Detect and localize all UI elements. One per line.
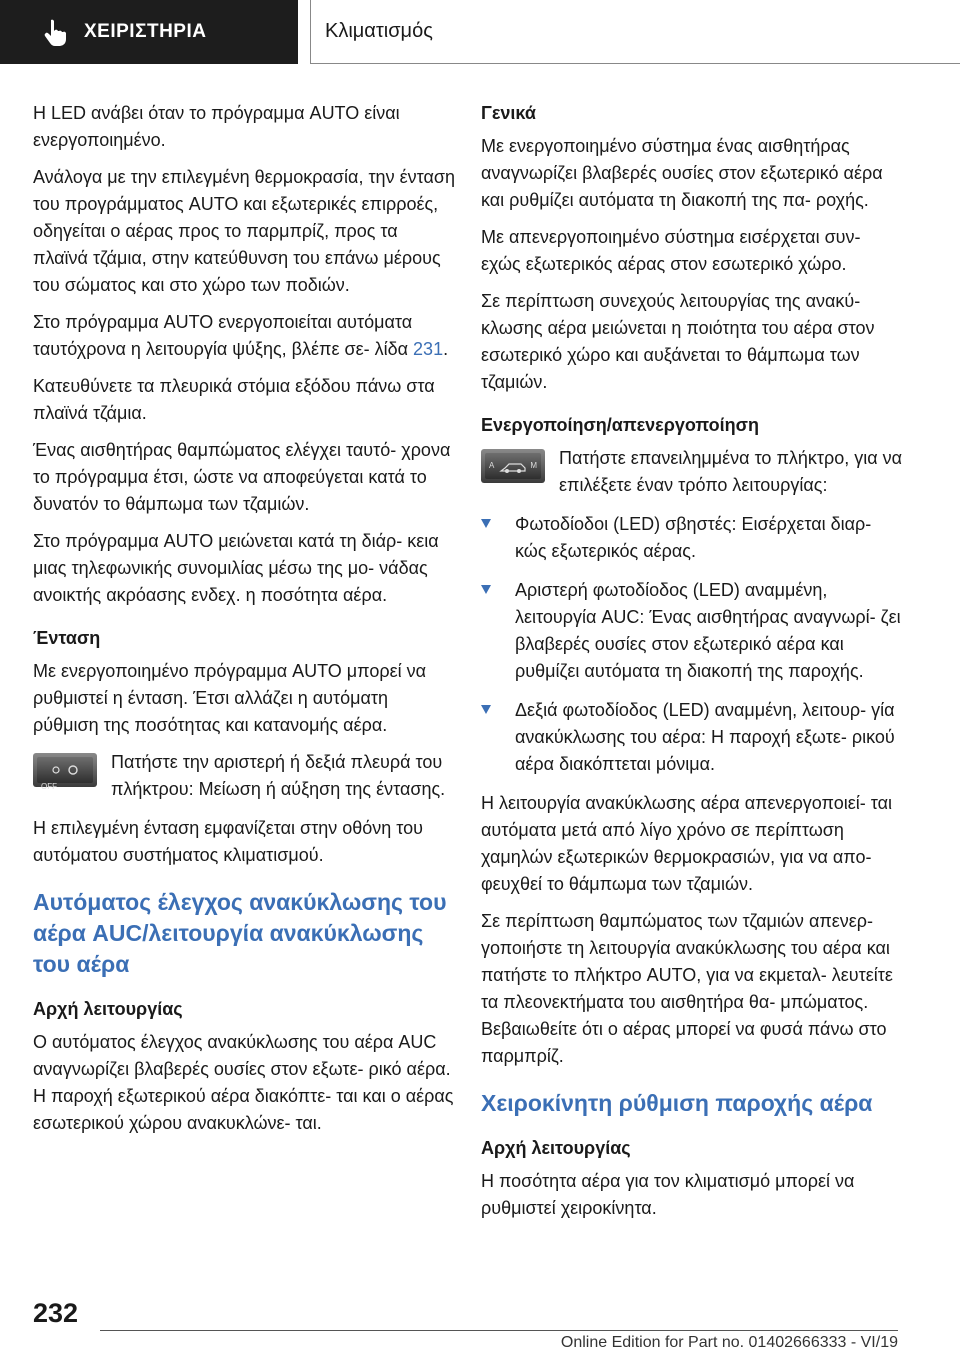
paragraph-text: .	[443, 339, 449, 359]
paragraph: Με απενεργοποιημένο σύστημα εισέρχεται συν‐ εχώς εξωτερικός αέρας στον εσωτερικό χώρο.	[481, 227, 861, 274]
button-label: A	[489, 461, 495, 470]
paragraph: Κατευθύνετε τα πλευρικά στόμια εξόδου πάνω στα πλαϊνά τζάμια.	[33, 376, 435, 423]
triangle-bullet-icon	[481, 705, 491, 714]
paragraph: Στο πρόγραμμα AUTO μειώνεται κατά τη διάρ‐ κεια μιας τηλεφωνικής συνομιλίας μέσω της μο‐ νάδας ανοικτής ακρόασης ενδεχ. η ποσότητα αέρα.	[33, 531, 439, 605]
intensity-button-image	[33, 753, 97, 791]
section-title-box	[310, 0, 960, 64]
page-header	[0, 0, 960, 66]
triangle-bullet-icon	[481, 585, 491, 594]
paragraph-text: Στο πρόγραμμα AUTO ενεργοποιείται αυτόματα ταυτόχρονα η λειτουργία ψύξης, βλέπε σε‐ λίδα	[33, 312, 414, 359]
controls-tab[interactable]	[0, 0, 298, 64]
section-heading-manual: Χειροκίνητη ρύθμιση παροχής αέρα	[481, 1090, 873, 1116]
subheading-principle: Αρχή λειτουργίας	[481, 1138, 631, 1158]
car-recirculation-icon	[499, 460, 527, 474]
paragraph: Με ενεργοποιημένο πρόγραμμα AUTO μπορεί να ρυθμιστεί η ένταση. Έτσι αλλάζει η αυτόματη ρύθμιση της ποσότητας και κατανομής αέρα.	[33, 661, 427, 735]
section-title: Κλιματισμός	[325, 20, 433, 42]
subheading-intensity: Ένταση	[33, 628, 101, 648]
instruction-row	[481, 445, 903, 499]
paragraph: Σε περίπτωση συνεχούς λειτουργίας της ανακύ‐ κλωσης αέρα μειώνεται η ποιότητα του αέρα στον εσωτερικό χώρο και αυξάνεται το θάμπωμα των τζαμιών.	[481, 291, 875, 392]
right-column	[481, 100, 903, 1232]
paragraph: Η επιλεγμένη ένταση εμφανίζεται στην οθόνη του αυτόματου συστήματος κλιματισμού.	[33, 818, 423, 865]
section-heading-auc: Αυτόματος έλεγχος ανακύκλωσης του αέρα AUC/λειτουργία ανακύκλωσης του αέρα	[33, 889, 447, 977]
mode-list	[481, 511, 903, 778]
paragraph: Η ποσότητα αέρα για τον κλιματισμό μπορεί να ρυθμιστεί χειροκίνητα.	[481, 1171, 855, 1218]
instruction-text: Πατήστε την αριστερή ή δεξιά πλευρά του πλήκτρου: Μείωση ή αύξηση της έντασης.	[111, 752, 446, 799]
paragraph: Ανάλογα με την επιλεγμένη θερμοκρασία, την ένταση του προγράμματος AUTO και εξωτερικές επιρροές, οδηγείται ο αέρας προς το παρμπρίζ, προς τα πλαϊνά τζάμια, στην κατεύθυνση του επάνω μέρους του σώματος και στο χώρο των ποδιών.	[33, 167, 455, 295]
paragraph: Με ενεργοποιημένο σύστημα ένας αισθητήρας αναγνωρίζει βλαβερές ουσίες στον εξωτερικό αέρα και ρυθμίζει αυτόματα τη διακοπή της πα‐ ροχής.	[481, 136, 883, 210]
footer-divider	[100, 1330, 898, 1331]
subheading-general: Γενικά	[481, 103, 536, 123]
recirculation-button-image	[481, 449, 545, 483]
page-link[interactable]: 231	[413, 339, 444, 359]
paragraph: Η λειτουργία ανακύκλωσης αέρα απενεργοποιεί‐ ται αυτόματα μετά από λίγο χρόνο σε περίπτωση χαμηλών εξωτερικών θερμοκρασιών, για να απο‐ φευχθεί το θάμπωμα των τζαμιών.	[481, 793, 893, 894]
button-label: OFF	[41, 782, 57, 791]
subheading-onoff: Ενεργοποίηση/απενεργοποίηση	[481, 415, 759, 435]
paragraph: Σε περίπτωση θαμπώματος των τζαμιών απενερ‐ γοποιήστε τη λειτουργία ανακύκλωσης του αέρα και πατήστε το πλήκτρο AUTO, για να εκμεταλ‐ λευτείτε τα πλεονεκτήματα του αισθητήρα θα‐ μπώματος. Βεβαιωθείτε ότι ο αέρας μπορεί να φυσά πάνω στο παρμπρίζ.	[481, 911, 893, 1066]
paragraph	[33, 309, 455, 363]
list-item-text: Δεξιά φωτοδίοδος (LED) αναμμένη, λειτουρ‐ γία ανακύκλωσης του αέρα: Η παροχή εξωτε‐ ρικού αέρα διακόπτεται μόνιμα.	[515, 700, 895, 774]
button-label: M	[530, 461, 537, 470]
instruction-text: Πατήστε επανειλημμένα το πλήκτρο, για να επιλέξετε έναν τρόπο λειτουργίας:	[559, 448, 903, 495]
fan-icon	[51, 764, 79, 776]
edition-text: Online Edition for Part no. 01402666333 - VI/19	[560, 1334, 898, 1351]
list-item	[481, 577, 903, 685]
page-number: 232	[33, 1298, 79, 1328]
paragraph: Ένας αισθητήρας θαμπώματος ελέγχει ταυτό‐ χρονα το πρόγραμμα έτσι, ώστε να αποφεύγεται κατά το δυνατόν το θάμπωμα των τζαμιών.	[33, 440, 451, 514]
list-item-text: Αριστερή φωτοδίοδος (LED) αναμμένη, λειτουργία AUC: Ένας αισθητήρας αναγνωρί‐ ζει βλαβερές ουσίες στον εξωτερικό αέρα και ρυθμίζει αυτόματα τη διακοπή της παροχής.	[515, 580, 901, 681]
left-column	[33, 100, 455, 1147]
list-item	[481, 511, 903, 565]
list-item-text: Φωτοδίοδοι (LED) σβηστές: Εισέρχεται διαρ‐ κώς εξωτερικός αέρας.	[515, 514, 872, 561]
instruction-row	[33, 749, 455, 803]
paragraph: Η LED ανάβει όταν το πρόγραμμα AUTO είναι ενεργοποιημένο.	[33, 103, 400, 150]
hand-pointer-icon	[40, 17, 70, 47]
triangle-bullet-icon	[481, 519, 491, 528]
list-item	[481, 697, 903, 778]
subheading-principle: Αρχή λειτουργίας	[33, 999, 183, 1019]
paragraph: Ο αυτόματος έλεγχος ανακύκλωσης του αέρα AUC αναγνωρίζει βλαβερές ουσίες στον εξωτε‐ ρικό αέρα. Η παροχή εξωτερικού αέρα διακόπτε‐ ται και ο αέρας εσωτερικού χώρου ανακυκλώνε‐ ται.	[33, 1032, 454, 1133]
tab-label: ΧΕΙΡΙΣΤΗΡΙΑ	[84, 21, 207, 42]
